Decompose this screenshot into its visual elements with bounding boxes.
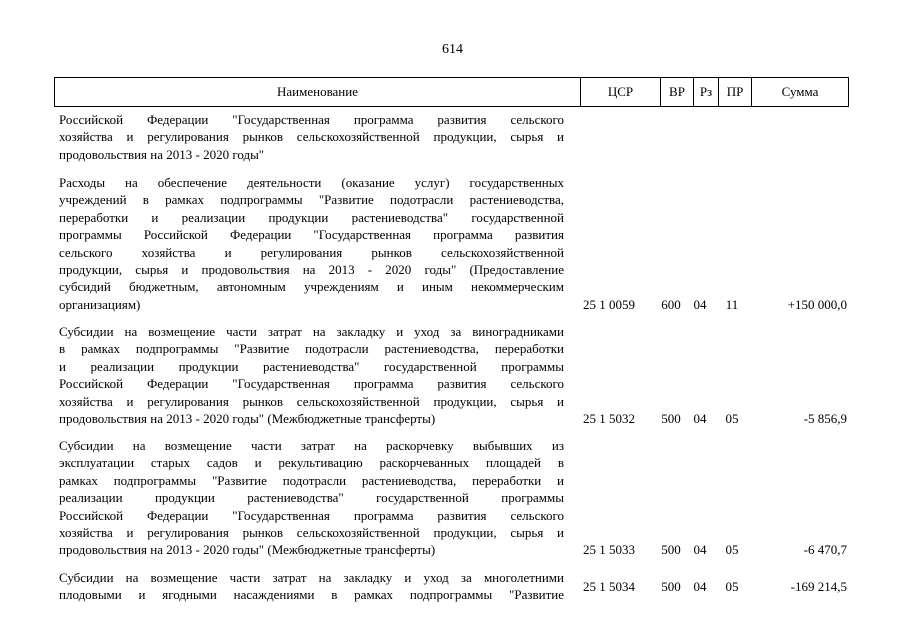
- header-vr: ВР: [660, 78, 693, 106]
- row-name-line: Расходы на обеспечение деятельности (оказание услуг) государственных: [59, 175, 564, 190]
- row-vr: 500: [661, 411, 681, 426]
- row-rz: 04: [693, 579, 707, 594]
- row-pr: 05: [725, 542, 739, 558]
- row-name-line: программы Российской Федерации "Государственная программа развития: [59, 227, 564, 243]
- row-csr: 25 1 5032: [583, 411, 635, 426]
- header-sum: Сумма: [751, 78, 848, 106]
- row-pr: 05: [725, 579, 739, 594]
- row-name-line: сельского хозяйства и регулирования рынков сельскохозяйственной: [59, 244, 564, 260]
- row-sum: -169 214,5: [790, 579, 847, 594]
- row-pr: 05: [725, 411, 739, 426]
- row-pr: 11: [725, 296, 739, 312]
- row-name: [59, 323, 564, 427]
- row-vr: 500: [661, 579, 681, 594]
- row-name-line: продовольствия на 2013 - 2020 годы" (Межбюджетные трансферты): [59, 411, 436, 427]
- row-name-line: субсидий бюджетным, автономным учреждениям и иным некоммерческим: [59, 279, 564, 295]
- row-name-line: продукции, сырья и продовольствия на 2013 - 2020 годы" (Предоставление: [59, 262, 564, 278]
- page-number: 614: [442, 42, 463, 57]
- row-name: [59, 111, 564, 163]
- row-name: [59, 569, 564, 604]
- header-name: Наименование: [277, 84, 358, 99]
- row-name-line: Российской Федерации "Государственная программа развития сельского: [59, 376, 564, 392]
- row-vr: 500: [661, 542, 681, 558]
- row-rz: 04: [693, 411, 707, 426]
- row-name-line: Субсидии на возмещение части затрат на раскорчевку выбывших из: [59, 438, 564, 453]
- table-header: [54, 77, 849, 107]
- row-name-line: реализации продукции растениеводства" государственной программы: [59, 490, 564, 506]
- row-name-line: продовольствия на 2013 - 2020 годы" (Межбюджетные трансферты): [59, 542, 436, 558]
- row-name-line: в рамках подпрограммы "Развитие подотрасли растениеводства, переработки: [59, 341, 564, 357]
- header-pr: ПР: [718, 78, 751, 106]
- row-name-line: Субсидии на возмещение части затрат на закладку и уход за виноградниками: [59, 324, 564, 339]
- row-sum: -5 856,9: [803, 411, 847, 426]
- row-csr: 25 1 5034: [583, 579, 635, 594]
- row-name-line: учреждений в рамках подпрограммы "Развитие подотрасли растениеводства,: [59, 192, 564, 208]
- row-rz: 04: [693, 296, 707, 312]
- row-name-line: хозяйства и регулирования рынков сельскохозяйственной продукции, сырья и: [59, 525, 564, 541]
- row-name: [59, 174, 564, 313]
- row-name-line: организациям): [59, 296, 141, 312]
- row-csr: 25 1 0059: [583, 296, 635, 312]
- row-name-line: Субсидии на возмещение части затрат на закладку и уход за многолетними: [59, 570, 564, 585]
- row-name-line: хозяйства и регулирования рынков сельскохозяйственной продукции, сырья и: [59, 129, 564, 145]
- row-name-line: рамках подпрограммы "Развитие подотрасли растениеводства, переработки и: [59, 472, 564, 488]
- row-name-line: Российской Федерации "Государственная программа развития сельского: [59, 507, 564, 523]
- row-name-line: и реализации продукции растениеводства" государственной программы: [59, 358, 564, 374]
- row-rz: 04: [693, 542, 707, 558]
- row-name-line: переработки и реализации продукции растениеводства" государственной: [59, 209, 564, 225]
- row-name-line: продовольствия на 2013 - 2020 годы": [59, 146, 265, 162]
- row-name-line: хозяйства и регулирования рынков сельскохозяйственной продукции, сырья и: [59, 393, 564, 409]
- row-csr: 25 1 5033: [583, 542, 635, 558]
- row-sum: +150 000,0: [787, 296, 847, 312]
- row-vr: 600: [661, 296, 681, 312]
- row-name-line: эксплуатации старых садов и рекультивацию раскорчеванных площадей в: [59, 455, 564, 471]
- row-name: [59, 437, 564, 559]
- header-csr: ЦСР: [580, 78, 660, 106]
- row-name-line: плодовыми и ягодными насаждениями в рамках подпрограммы "Развитие: [59, 587, 564, 603]
- row-name-line: Российской Федерации "Государственная программа развития сельского: [59, 112, 564, 127]
- row-sum: -6 470,7: [803, 542, 847, 558]
- header-rz: Рз: [693, 78, 718, 106]
